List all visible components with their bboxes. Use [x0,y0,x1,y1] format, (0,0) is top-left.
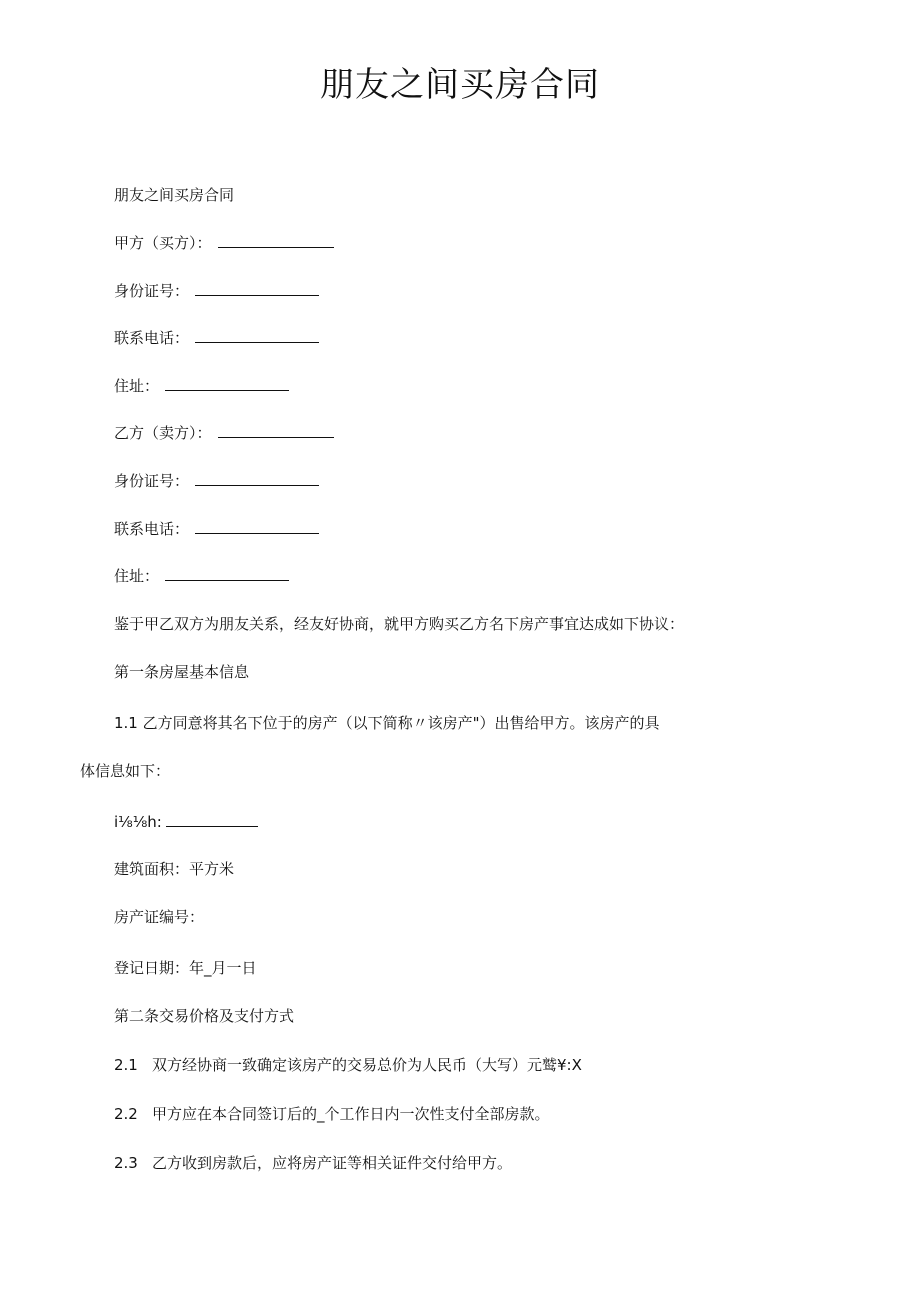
party-b-id-blank [195,470,319,486]
document-title: 朋友之间买房合同 [320,65,600,105]
clause-1-1: 1.1 乙方同意将其名下位于的房产（以下简称〃该房产"）出售给甲方。该房产的具 [114,714,660,732]
article-2-heading: 第二条交易价格及支付方式 [114,1007,295,1025]
article-1-heading: 第一条房屋基本信息 [114,663,250,681]
party-b-label: 乙方（卖方）： [114,424,212,442]
clause-1-1-continued: 体信息如下： [80,762,171,780]
party-a-address-line [114,375,289,397]
clause-2-2 [114,1103,550,1125]
property-address-line [114,811,258,833]
party-b-address-label: 住址： [114,567,160,585]
property-address-blank [166,811,258,827]
party-b-address-line [114,565,289,587]
party-b-line [114,422,334,444]
party-a-address-label: 住址： [114,377,160,395]
party-a-phone-line [114,327,319,349]
party-a-id-line [114,280,319,302]
building-area: 建筑面积：平方米 [114,860,235,878]
party-a-phone-label: 联系电话： [114,329,190,347]
preamble: 鉴于甲乙双方为朋友关系，经友好协商，就甲方购买乙方名下房产事宜达成如下协议： [114,615,685,633]
party-b-phone-blank [195,518,319,534]
clause-2-1 [114,1054,582,1076]
clause-2-3 [114,1152,512,1174]
party-b-phone-line [114,518,319,540]
certificate-number: 房产证编号： [114,908,205,926]
subtitle: 朋友之间买房合同 [114,186,235,204]
clause-number: 2.3 [114,1154,138,1172]
party-b-address-blank [165,565,289,581]
party-b-id-line [114,470,319,492]
party-a-id-blank [195,280,319,296]
party-b-id-label: 身份证号： [114,472,190,490]
party-a-id-label: 身份证号： [114,282,190,300]
clause-text: 乙方收到房款后，应将房产证等相关证件交付给甲方。 [152,1154,513,1172]
party-a-phone-blank [195,327,319,343]
party-a-address-blank [165,375,289,391]
clause-number: 2.2 [114,1105,138,1123]
clause-text: 甲方应在本合同签订后的_个工作日内一次性支付全部房款。 [152,1105,550,1123]
party-a-line [114,232,334,254]
party-b-name-blank [218,422,334,438]
clause-text: 双方经协商一致确定该房产的交易总价为人民币（大写）元鹫¥:Ⅹ [152,1056,582,1074]
party-a-label: 甲方（买方）： [114,234,212,252]
party-a-name-blank [218,232,334,248]
property-address-label: i⅛⅛h: [114,813,162,831]
clause-number: 2.1 [114,1056,138,1074]
party-b-phone-label: 联系电话： [114,520,190,538]
registration-date: 登记日期：年_月一日 [114,959,257,977]
